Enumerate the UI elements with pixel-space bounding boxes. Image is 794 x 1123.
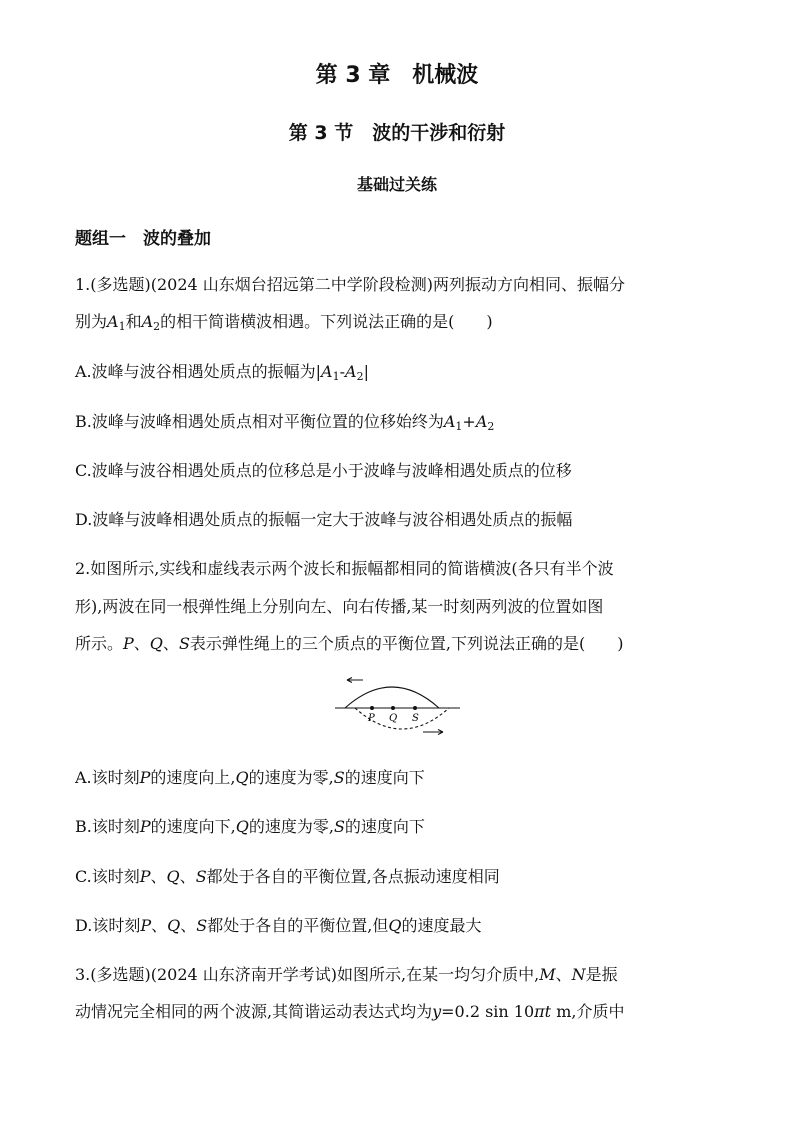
q1-option-d: D.波峰与波峰相遇处质点的振幅一定大于波峰与波谷相遇处质点的振幅: [75, 510, 573, 529]
group-title: 题组一 波的叠加: [75, 229, 211, 249]
q2-line2: 形),两波在同一根弹性绳上分别向左、向右传播,某一时刻两列波的位置如图: [75, 597, 604, 616]
solid-wave: [345, 687, 439, 708]
q3-line1: 3.(多选题)(2024 山东济南开学考试)如图所示,在某一均匀介质中,M、N是振: [75, 965, 618, 984]
q1-option-b: B.波峰与波峰相遇处质点相对平衡位置的位移始终为$A_1+A_2$: [75, 412, 495, 433]
q2-option-a: A.该时刻P的速度向上,Q的速度为零,S的速度向下: [75, 768, 425, 787]
label-s: S: [412, 713, 419, 724]
point-q: [391, 706, 395, 710]
chapter-title: 第 3 章 机械波: [315, 63, 479, 88]
q2-line3: 所示。P、Q、S表示弹性绳上的三个质点的平衡位置,下列说法正确的是( ): [75, 634, 624, 653]
wave-figure: [335, 672, 460, 738]
q2-option-c: C.该时刻P、Q、S都处于各自的平衡位置,各点振动速度相同: [75, 867, 500, 886]
practice-title: 基础过关练: [356, 175, 437, 194]
q2-line1: 2.如图所示,实线和虚线表示两个波长和振幅都相同的简谐横波(各只有半个波: [75, 559, 614, 578]
q1-option-a: A.波峰与波谷相遇处质点的振幅为$|A_1-A_2|$: [75, 362, 369, 383]
left-arrow-icon: [347, 678, 363, 683]
label-q: Q: [389, 713, 398, 724]
q2-option-b: B.该时刻P的速度向下,Q的速度为零,S的速度向下: [75, 817, 425, 836]
point-s: [413, 706, 417, 710]
q3-line2: 动情况完全相同的两个波源,其简谐运动表达式均为y=0.2 sin 10πt m,介质中: [75, 1002, 625, 1021]
q1-option-c: C.波峰与波谷相遇处质点的位移总是小于波峰与波峰相遇处质点的位移: [75, 461, 572, 480]
q2-option-d: D.该时刻P、Q、S都处于各自的平衡位置,但Q的速度最大: [75, 916, 482, 935]
right-arrow-icon: [423, 730, 443, 735]
point-p: [370, 706, 374, 710]
q1-line1: 1.(多选题)(2024 山东烟台招远第二中学阶段检测)两列振动方向相同、振幅分: [75, 275, 626, 294]
q1-line2: 别为$A_1$和$A_2$的相干简谐横波相遇。下列说法正确的是( ): [75, 312, 493, 333]
section-title: 第 3 节 波的干涉和衍射: [288, 122, 506, 144]
label-p: P: [368, 713, 375, 724]
